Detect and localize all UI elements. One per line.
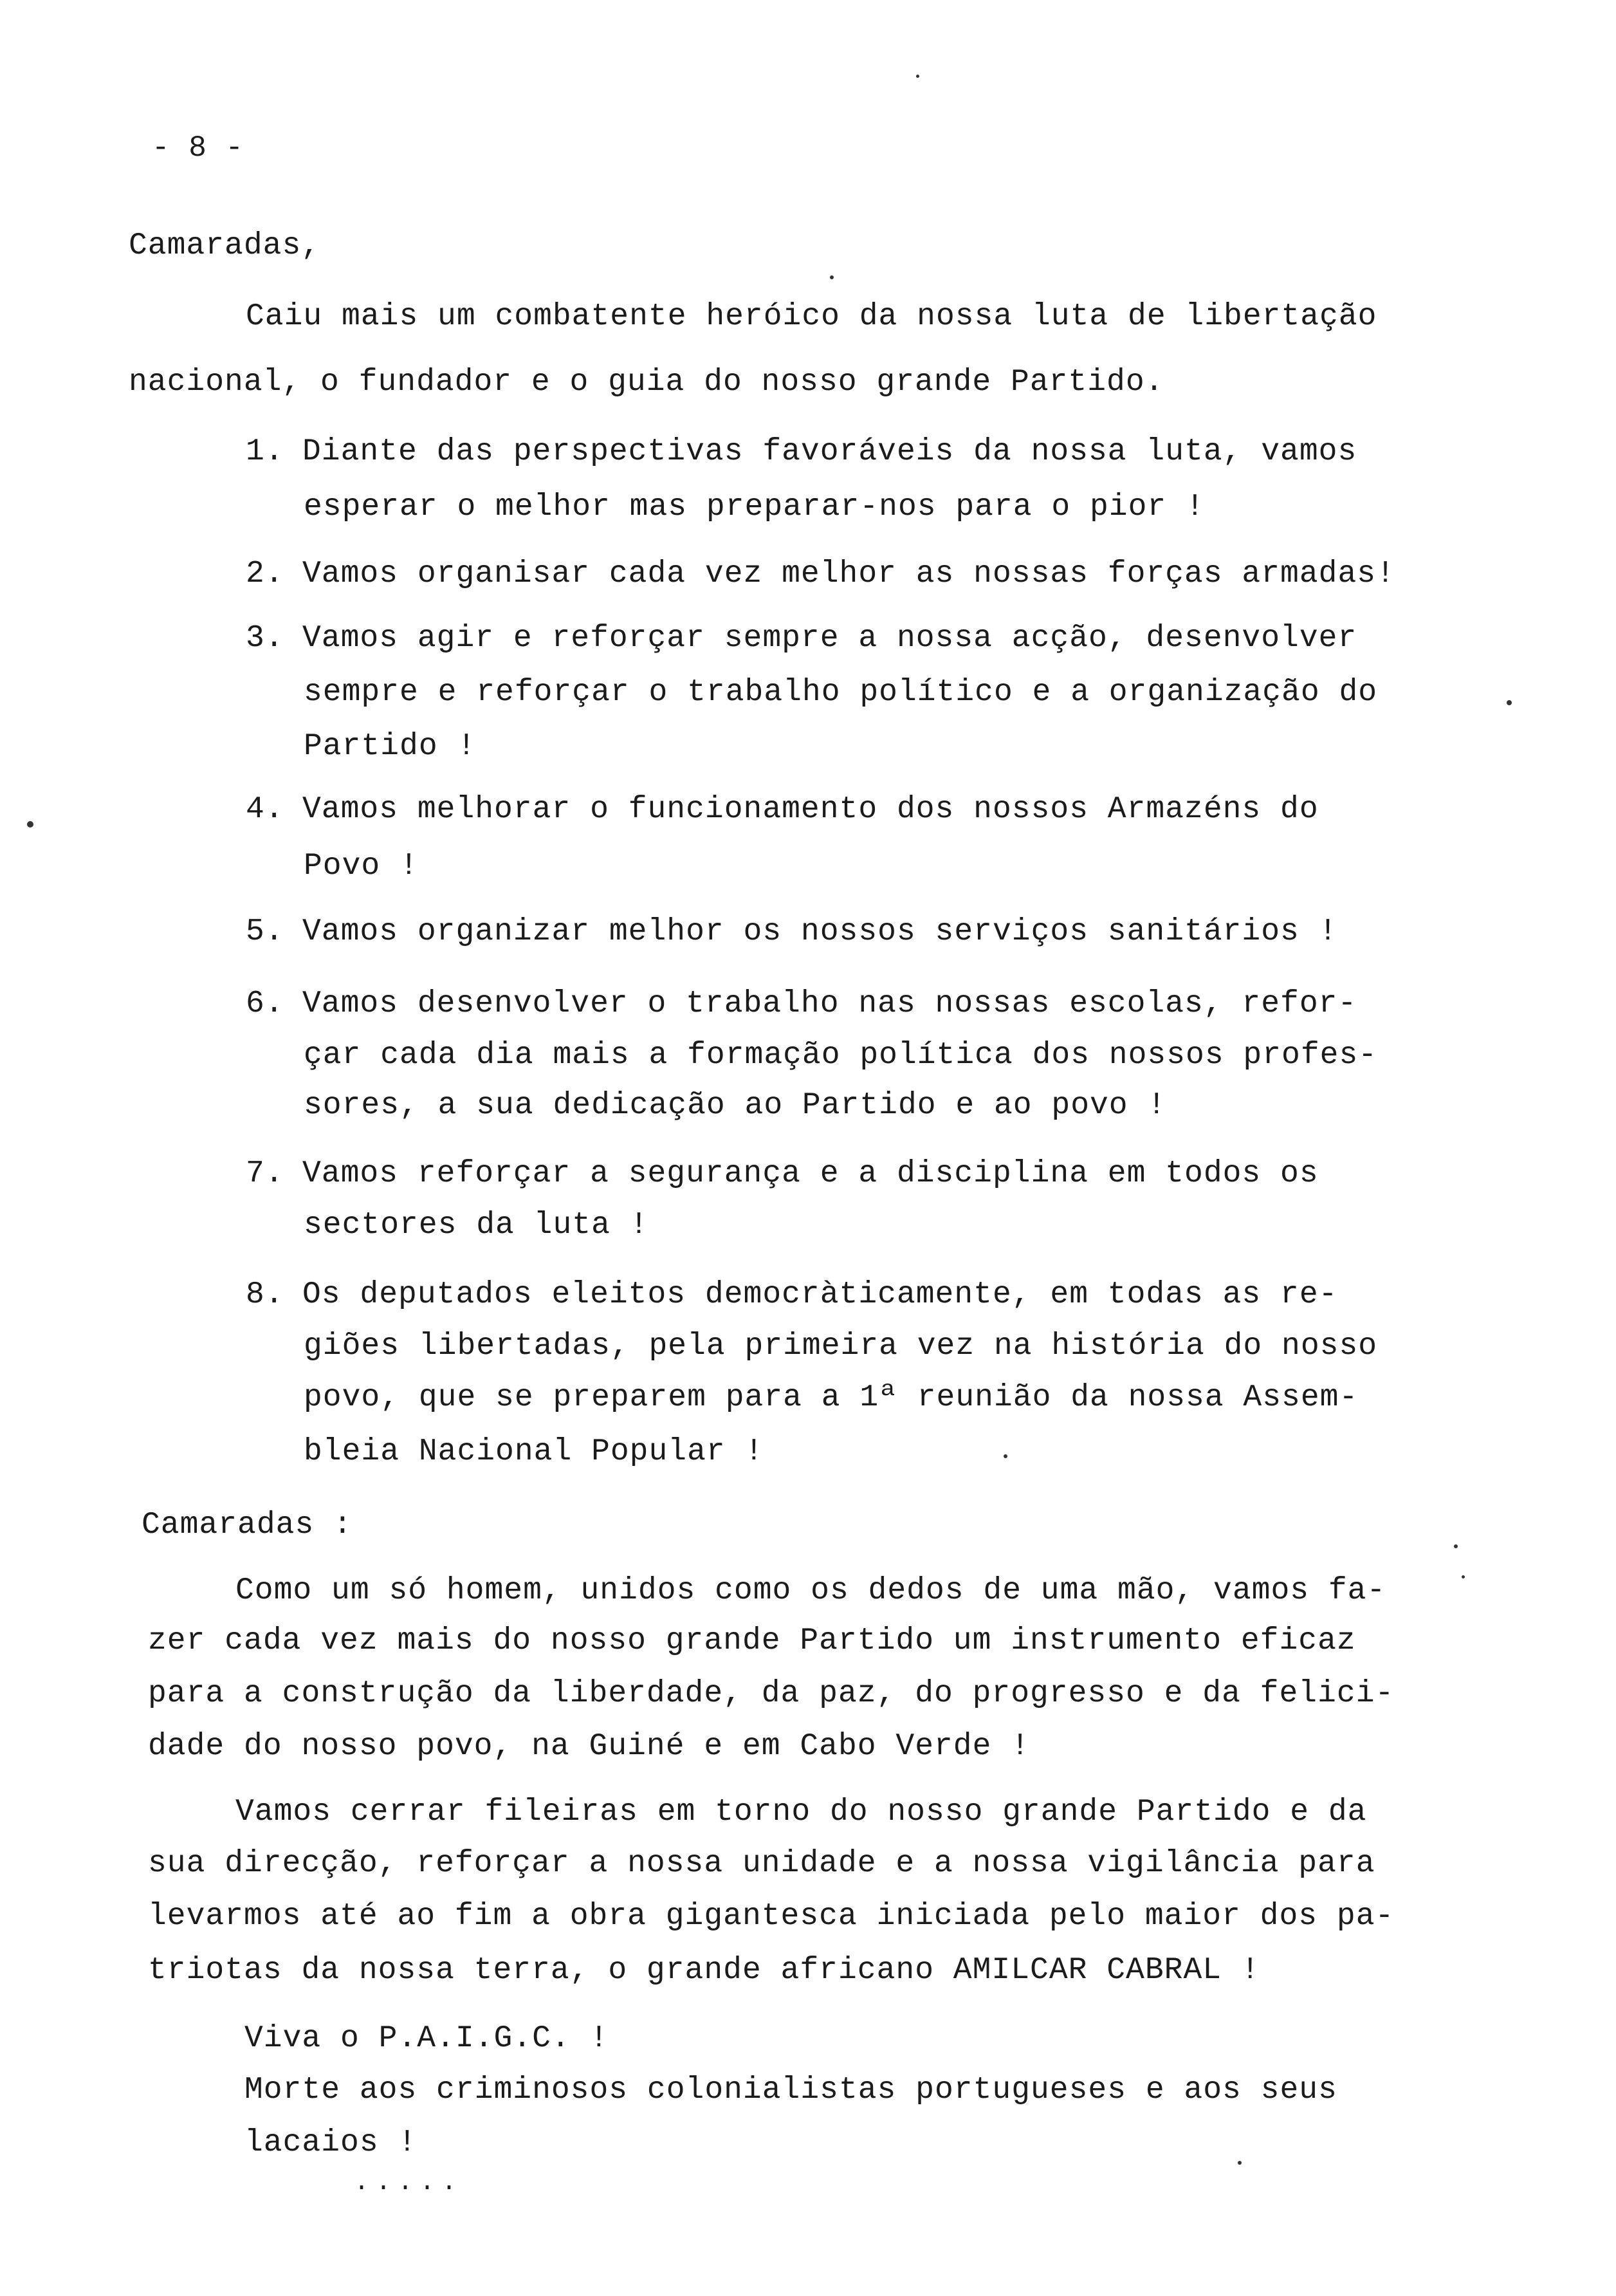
list-number: 4. <box>246 792 284 827</box>
list-number: 8. <box>246 1277 284 1312</box>
list-number: 1. <box>246 434 284 469</box>
scan-speck <box>1238 2161 1242 2165</box>
opening-line-2: nacional, o fundador e o guia do nosso grande Partido. <box>129 365 1164 400</box>
list-item-8-cont: giões libertadas, pela primeira vez na história do nosso <box>304 1329 1378 1364</box>
opening-line-1: Caiu mais um combatente heróico da nossa luta de libertação <box>246 299 1377 334</box>
salutation: Camaradas : <box>142 1508 353 1542</box>
closing-line: Morte aos criminosos colonialistas portugueses e aos seus <box>244 2073 1337 2107</box>
closing-line: lacaios ! <box>244 2125 418 2160</box>
list-item-text: Vamos desenvolver o trabalho nas nossas escolas, refor- <box>302 986 1357 1021</box>
list-item-text: Os deputados eleitos democràticamente, em todas as re- <box>302 1277 1338 1312</box>
list-item-text: Vamos organisar cada vez melhor as nossas forças armadas! <box>302 557 1395 591</box>
scan-speck <box>1462 1575 1465 1578</box>
closing-line: Viva o P.A.I.G.C. ! <box>244 2021 609 2056</box>
list-item-7 <box>246 1154 1319 1193</box>
list-item-3-cont: sempre e reforçar o trabalho político e a organização do <box>304 675 1378 710</box>
scan-speck <box>27 821 33 828</box>
list-item-5 <box>246 912 1337 951</box>
list-item-6-cont: çar cada dia mais a formação política dos nossos profes- <box>304 1038 1378 1073</box>
paragraph-line: Como um só homem, unidos como os dedos de uma mão, vamos fa- <box>235 1573 1386 1608</box>
paragraph-line: zer cada vez mais do nosso grande Partido um instrumento eficaz <box>148 1624 1356 1658</box>
scan-speck <box>830 275 834 279</box>
list-number: 3. <box>246 621 284 656</box>
list-item-text: Diante das perspectivas favoráveis da nossa luta, vamos <box>302 434 1357 469</box>
list-item-6 <box>246 985 1357 1023</box>
list-item-3 <box>246 619 1357 658</box>
list-item-8-cont: bleia Nacional Popular ! <box>304 1434 764 1469</box>
list-number: 7. <box>246 1156 284 1191</box>
scan-speck <box>1454 1544 1458 1548</box>
list-item-text: Vamos agir e reforçar sempre a nossa acção, desenvolver <box>302 621 1357 656</box>
list-item-4 <box>246 790 1319 829</box>
list-item-text: Vamos melhorar o funcionamento dos nossos Armazéns do <box>302 792 1319 827</box>
list-item-8 <box>246 1275 1337 1314</box>
scan-speck <box>1004 1454 1007 1458</box>
list-number: 2. <box>246 557 284 591</box>
page-number: - 8 - <box>152 131 244 165</box>
list-number: 6. <box>246 986 284 1021</box>
list-item-7-cont: sectores da luta ! <box>304 1208 649 1243</box>
list-item-text: Vamos organizar melhor os nossos serviços sanitários ! <box>302 914 1338 949</box>
paragraph-line: sua direcção, reforçar a nossa unidade e a nossa vigilância para <box>148 1846 1375 1881</box>
list-item-8-cont: povo, que se preparem para a 1ª reunião da nossa Assem- <box>304 1380 1359 1415</box>
paragraph-line: levarmos até ao fim a obra gigantesca iniciada pelo maior dos pa- <box>148 1899 1395 1934</box>
list-item-2 <box>246 555 1395 593</box>
list-number: 5. <box>246 914 284 949</box>
paragraph-line: para a construção da liberdade, da paz, do progresso e da felici- <box>148 1676 1395 1711</box>
ellipsis: ..... <box>354 2169 464 2198</box>
scan-speck <box>1507 700 1512 705</box>
paragraph-line: dade do nosso povo, na Guiné e em Cabo Verde ! <box>148 1729 1031 1764</box>
list-item-1-cont: esperar o melhor mas preparar-nos para o pior ! <box>304 490 1205 524</box>
paragraph-line: triotas da nossa terra, o grande africano AMILCAR CABRAL ! <box>148 1953 1260 1988</box>
list-item-text: Vamos reforçar a segurança e a disciplina em todos os <box>302 1156 1319 1191</box>
list-item-3-cont: Partido ! <box>304 729 477 764</box>
scan-speck <box>916 75 919 78</box>
list-item-4-cont: Povo ! <box>304 849 419 884</box>
list-item-6-cont: sores, a sua dedicação ao Partido e ao povo ! <box>304 1088 1167 1123</box>
paragraph-line: Vamos cerrar fileiras em torno do nosso grande Partido e da <box>235 1795 1367 1829</box>
salutation: Camaradas, <box>129 228 321 263</box>
list-item-1 <box>246 432 1357 471</box>
